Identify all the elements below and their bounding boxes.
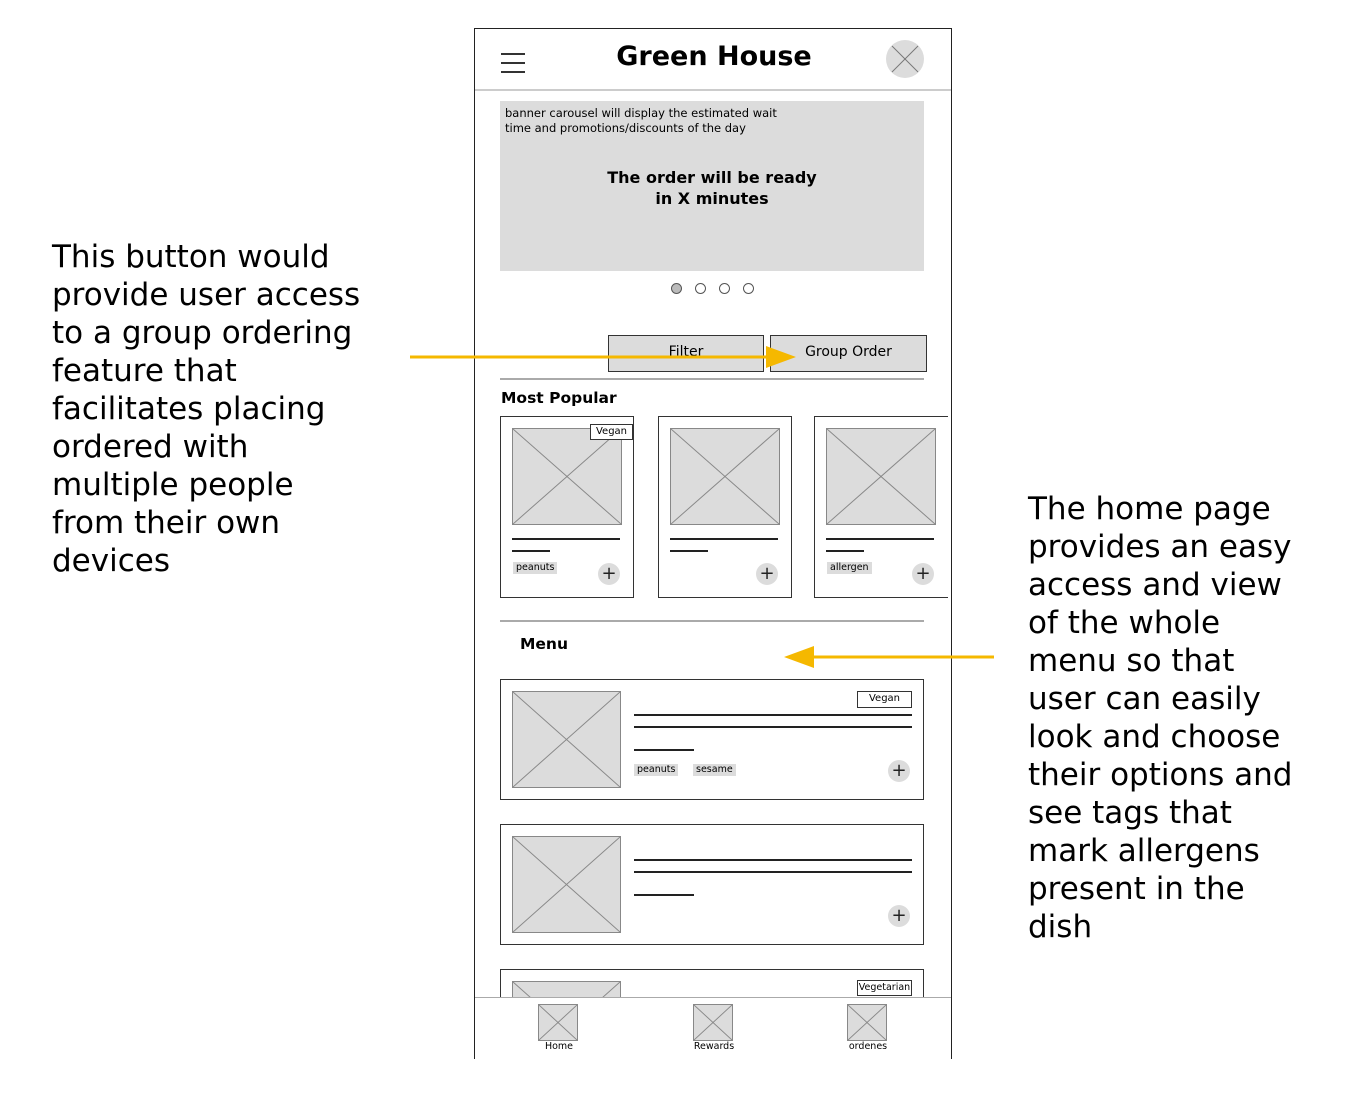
vegan-badge: Vegan (590, 424, 633, 440)
allergen-tag: peanuts (513, 562, 557, 574)
orders-icon (847, 1004, 887, 1041)
popular-card-2[interactable] (658, 416, 792, 598)
carousel-dot-4[interactable] (743, 283, 754, 294)
tab-home-label: Home (544, 1041, 574, 1052)
annotation-home-page: The home page provides an easy access and view of the whole menu so that user can easily look and choose their options and see tags that mark allergens present in the dish (1028, 491, 1293, 945)
title-line (826, 538, 934, 540)
title-line (634, 859, 912, 861)
dish-image-placeholder (512, 428, 622, 525)
filter-button[interactable]: Filter (608, 335, 764, 372)
menu-title: Menu (520, 635, 569, 653)
price-line (826, 550, 864, 552)
home-icon (538, 1004, 578, 1041)
avatar-placeholder-icon[interactable] (886, 40, 924, 78)
title-line (670, 538, 778, 540)
header-divider (475, 89, 952, 91)
popular-card-1[interactable] (500, 416, 634, 598)
banner-carousel[interactable] (500, 101, 924, 271)
description-line (634, 726, 912, 728)
tab-rewards[interactable] (674, 1004, 754, 1052)
tab-orders[interactable] (828, 1004, 908, 1052)
allergen-tag: allergen (827, 562, 872, 574)
annotation-group-order: This button would provide user access to a group ordering feature that facilitates placing ordered with multiple people from their own devices (52, 239, 361, 579)
price-line (512, 550, 550, 552)
dish-image-placeholder (512, 691, 621, 788)
price-line (670, 550, 708, 552)
phone-wireframe (474, 28, 952, 1059)
banner-note: banner carousel will display the estimated wait time and promotions/discounts of the day (505, 106, 777, 135)
add-icon[interactable]: + (912, 563, 934, 585)
rewards-icon (693, 1004, 733, 1041)
vegan-badge: Vegan (857, 691, 912, 708)
banner-message-text: The order will be ready in X minutes (607, 168, 817, 208)
add-icon[interactable]: + (888, 760, 910, 782)
menu-item-2[interactable] (500, 824, 924, 945)
carousel-dot-2[interactable] (695, 283, 706, 294)
tab-orders-label: ordenes (848, 1041, 888, 1052)
allergen-tag: sesame (693, 764, 736, 776)
section-divider (500, 620, 924, 622)
tab-home[interactable] (519, 1004, 599, 1052)
app-title: Green House (616, 41, 812, 72)
add-icon[interactable]: + (888, 905, 910, 927)
group-order-button[interactable]: Group Order (770, 335, 927, 372)
allergen-tag: peanuts (634, 764, 678, 776)
carousel-dot-3[interactable] (719, 283, 730, 294)
actions-divider (500, 378, 924, 380)
add-icon[interactable]: + (598, 563, 620, 585)
menu-item-1[interactable] (500, 679, 924, 800)
price-line (634, 894, 694, 896)
price-line (634, 749, 694, 751)
dish-image-placeholder (826, 428, 936, 525)
title-line (634, 714, 912, 716)
carousel-dot-1[interactable] (671, 283, 682, 294)
dish-image-placeholder (670, 428, 780, 525)
popular-card-3[interactable] (814, 416, 948, 598)
tab-rewards-label: Rewards (693, 1041, 735, 1052)
vegetarian-badge: Vegetarian (857, 980, 912, 996)
description-line (634, 871, 912, 873)
dish-image-placeholder (512, 836, 621, 933)
bottom-tab-bar (475, 997, 952, 1059)
banner-message (500, 167, 924, 209)
most-popular-title: Most Popular (501, 389, 617, 407)
add-icon[interactable]: + (756, 563, 778, 585)
title-line (512, 538, 620, 540)
